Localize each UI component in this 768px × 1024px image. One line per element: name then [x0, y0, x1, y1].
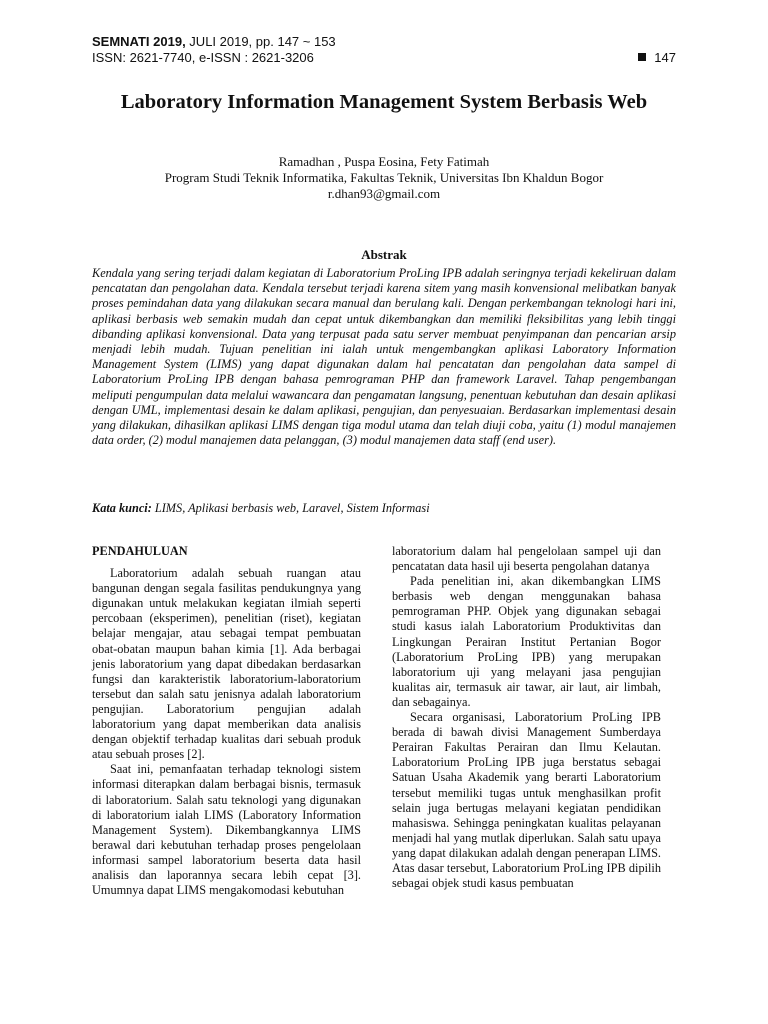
affiliation: Program Studi Teknik Informatika, Fakultas Teknik, Universitas Ibn Khaldun Bogor [164, 170, 604, 185]
author-block [92, 154, 676, 202]
abstract-heading: Abstrak [361, 247, 407, 262]
journal-name: SEMNATI 2019, [92, 34, 186, 49]
email: r.dhan93@gmail.com [327, 186, 441, 201]
paragraph: laboratorium dalam hal pengelolaan sampel uji dan pencatatan data hasil uji beserta pengolahan datanya [392, 544, 661, 574]
paragraph: Laboratorium adalah sebuah ruangan atau bangunan dengan segala fasilitas pendukungnya yang digunakan untuk melakukan kegiatan ilmiah seperti percobaan (eksperimen), penelitian (riset), kegiatan belajar mengajar, atau sebagai tempat pembuatan obat-obatan maupun bahan kimia [1]. Ada berbagai jenis laboratorium yang dapat dibedakan berdasarkan fungsi dan karakteristik laboratorium-laboratorium tersebut dan salah satu jenisnya adalah laboratorium pengujian. Laboratorium pengujian adalah laboratorium yang dapat memberikan data analisis dengan objektif terhadap kualitas dari sebuah produk atau sebuah proses [2]. [92, 566, 361, 762]
page-number-block [638, 50, 676, 66]
right-column [392, 544, 661, 891]
square-bullet-icon [638, 53, 646, 61]
keywords-label: Kata kunci: [92, 501, 152, 515]
paragraph: Saat ini, pemanfaatan terhadap teknologi sistem informasi diterapkan dalam berbagai bisnis, termasuk di laboratorium. Salah satu teknologi yang digunakan di laboratorium ialah LIMS (Laboratory Information Management System). Dikembangkannya LIMS berawal dari kebutuhan terhadap proses pengelolaan informasi sampel laboratorium beserta data hasil analisis dan laporannya secara lebih cepat [3]. Umumnya dapat LIMS mengakomodasi kebutuhan [92, 762, 361, 898]
keywords [92, 500, 676, 516]
paragraph: Secara organisasi, Laboratorium ProLing IPB berada di bawah divisi Management Sumberdaya Perairan Fakultas Perairan dan Ilmu Kelautan. Laboratorium ProLing IPB juga berstatus sebagai Satuan Usaha Akademik yang berarti Laboratorium tersebut memiliki tugas untuk menghasilkan profit selain juga bertugas melayani kegiatan pendidikan mahasiswa. Sehingga peningkatan kualitas pelayanan menjadi hal yang mutlak diperlukan. Salah satu upaya yang dapat dilakukan adalah dengan penerapan LIMS. Atas dasar tersebut, Laboratorium ProLing IPB dipilih sebagai objek studi kasus pembuatan [392, 710, 661, 891]
keywords-text: LIMS, Aplikasi berbasis web, Laravel, Sistem Informasi [151, 501, 430, 515]
page-number: 147 [654, 50, 676, 65]
section-heading: PENDAHULUAN [92, 544, 188, 558]
left-column [92, 544, 361, 898]
paper-title: Laboratory Information Management System Berbasis Web [120, 91, 648, 113]
abstract-text: Kendala yang sering terjadi dalam kegiatan di Laboratorium ProLing IPB adalah seringnya terjadi kekeliruan dalam pencatatan dan pengolahan data. Kendala tersebut terjadi karena sitem yang masih konvensional melibatkan banyak proses pemindahan data yang dilakukan secara manual dan berulang kali. Dengan perkembangan teknologi hari ini, aplikasi berbasis web semakin mudah dan cepat untuk dikembangkan dan memiliki fleksibilitas yang lebih tinggi dibanding aplikasi konvensional. Data yang terpusat pada satu server membuat penyimpanan dan pencarian arsip menjadi lebih mudah. Tujuan penelitian ini ialah untuk mengembangkan aplikasi Laboratory Information Management System (LIMS) yang dapat digunakan dalam hal pencatatan dan pengolahan data sampel di Laboratorium ProLing IPB dengan bahasa pemrograman PHP dan framework Laravel. Tahap pengembangan meliputi pengumpulan data melalui wawancara dan pengamatan langsung, penentuan kebutuhan dan desain aplikasi dengan UML, implementasi desain ke dalam aplikasi, pengujian, dan penyesuaian. Berdasarkan implementasi desain yang dilakukan, dihasilkan aplikasi LIMS dengan tiga modul utama dan telah diuji coba, yaitu (1) modul manajemen data order, (2) modul manajemen data pelanggan, (3) modul manajemen data staff (end user). [92, 266, 676, 448]
running-header [92, 34, 676, 66]
authors: Ramadhan , Puspa Eosina, Fety Fatimah [278, 154, 490, 169]
paragraph: Pada penelitian ini, akan dikembangkan LIMS berbasis web dengan menggunakan bahasa pemrograman PHP. Objek yang digunakan sebagai studi kasus ialah Laboratorium Produktivitas dan Lingkungan Perairan Institut Pertanian Bogor (Laboratorium ProLing IPB) yang merupakan laboratorium uji yang melayani jasa pengujian kualitas air, termasuk air tawar, air laut, air limbah, dan sebagainya. [392, 574, 661, 709]
issn: ISSN: 2621-7740, e-ISSN : 2621-3206 [92, 50, 314, 65]
issue-info: JULI 2019, pp. 147 ~ 153 [185, 34, 336, 49]
